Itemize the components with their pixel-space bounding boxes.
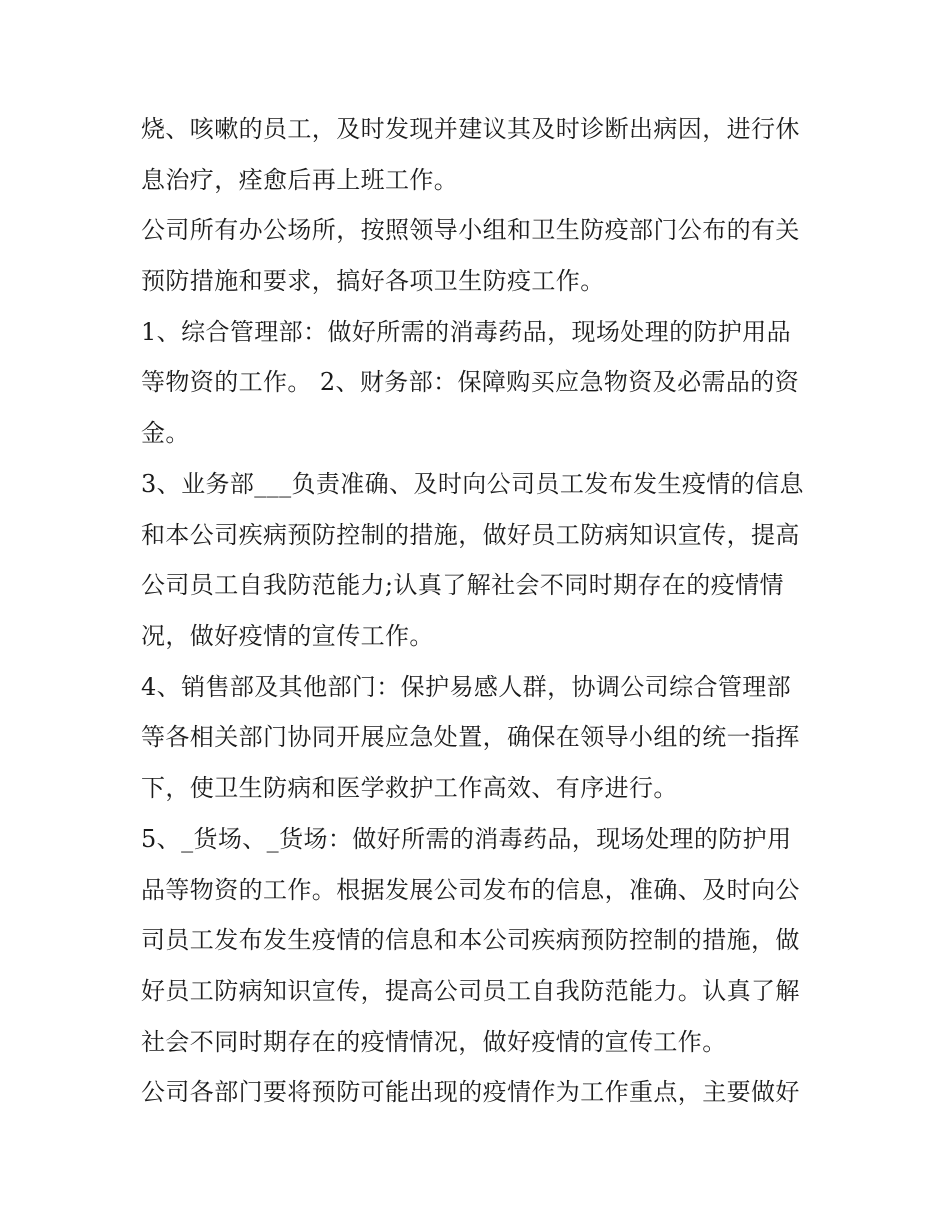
text-line: 息治疗，痊愈后再上班工作。 xyxy=(141,166,459,194)
text-line: 等物资的工作。 2、财务部：保障购买应急物资及必需品的资 xyxy=(141,368,800,396)
text-line: 预防措施和要求，搞好各项卫生防疫工作。 xyxy=(141,267,605,295)
text-line: 和本公司疾病预防控制的措施，做好员工防病知识宣传，提高 xyxy=(141,521,800,549)
text-line: 5、_货场、_货场：做好所需的消毒药品，现场处理的防护用 xyxy=(141,825,792,853)
text-line: 公司员工自我防范能力;认真了解社会不同时期存在的疫情情 xyxy=(141,571,784,599)
text-line: 金。 xyxy=(141,419,190,447)
text-line: 司员工发布发生疫情的信息和本公司疾病预防控制的措施，做 xyxy=(141,926,800,954)
text-line: 等各相关部门协同开展应急处置，确保在领导小组的统一指挥 xyxy=(141,723,800,751)
text-line: 3、业务部___负责准确、及时向公司员工发布发生疫情的信息 xyxy=(141,470,804,498)
text-line: 1、综合管理部：做好所需的消毒药品，现场处理的防护用品 xyxy=(141,318,792,346)
text-line: 公司所有办公场所，按照领导小组和卫生防疫部门公布的有关 xyxy=(141,216,800,244)
text-line: 社会不同时期存在的疫情情况，做好疫情的宣传工作。 xyxy=(141,1028,727,1056)
text-line: 品等物资的工作。根据发展公司发布的信息，准确、及时向公 xyxy=(141,876,800,904)
text-line: 下，使卫生防病和医学救护工作高效、有序进行。 xyxy=(141,774,678,802)
text-line: 4、销售部及其他部门：保护易感人群，协调公司综合管理部 xyxy=(141,673,792,701)
text-line: 况，做好疫情的宣传工作。 xyxy=(141,622,434,650)
text-line: 烧、咳嗽的员工，及时发现并建议其及时诊断出病因，进行休 xyxy=(141,115,800,143)
text-line: 好员工防病知识宣传，提高公司员工自我防范能力。认真了解 xyxy=(141,977,800,1005)
text-line: 公司各部门要将预防可能出现的疫情作为工作重点，主要做好 xyxy=(141,1078,800,1106)
